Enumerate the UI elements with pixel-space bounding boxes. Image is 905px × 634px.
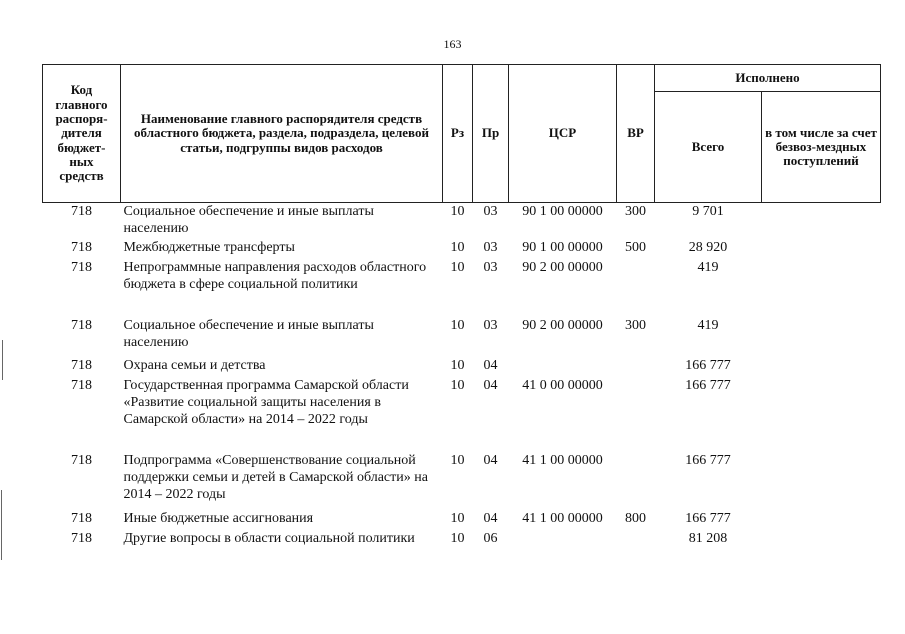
cell-name: Другие вопросы в области социальной политики xyxy=(123,531,415,546)
cell-rz: 10 xyxy=(450,358,465,373)
cell-code: 718 xyxy=(71,240,92,255)
cell-pr: 06 xyxy=(483,531,498,546)
cell-pr: 03 xyxy=(483,240,498,255)
cell-rz: 10 xyxy=(450,204,465,219)
cell-total: 166 777 xyxy=(685,378,731,393)
header-name: Наименование главного распорядителя средств областного бюджета, раздела, подраздела, целевой статьи, подгруппы видов расходов xyxy=(121,65,443,203)
cell-total: 28 920 xyxy=(688,240,728,255)
cell-name: Социальное обеспечение и иные выплаты населению xyxy=(123,204,374,236)
cell-vr xyxy=(617,377,655,452)
page-number: 163 xyxy=(443,37,462,51)
cell-vr xyxy=(617,259,655,317)
cell-gratuitous xyxy=(762,259,881,317)
header-pr: Пр xyxy=(473,65,509,203)
cell-code: 718 xyxy=(71,378,92,393)
cell-pr: 04 xyxy=(483,511,498,526)
cell-vr xyxy=(617,530,655,566)
cell-vr: 300 xyxy=(625,204,646,219)
cell-name: Социальное обеспечение и иные выплаты населению xyxy=(123,318,374,350)
table-row xyxy=(43,377,881,452)
table-row xyxy=(43,510,881,530)
cell-pr: 03 xyxy=(483,204,498,219)
cell-pr: 04 xyxy=(483,378,498,393)
cell-rz: 10 xyxy=(450,318,465,333)
cell-vr: 300 xyxy=(625,318,646,333)
cell-code: 718 xyxy=(71,511,92,526)
cell-csr: 90 1 00 00000 xyxy=(522,204,603,219)
table-row xyxy=(43,452,881,510)
cell-name: Охрана семьи и детства xyxy=(123,358,266,373)
cell-vr: 500 xyxy=(625,240,646,255)
cell-gratuitous xyxy=(762,377,881,452)
cell-name: Межбюджетные трансферты xyxy=(123,240,295,255)
table-header xyxy=(43,65,881,203)
cell-name: Подпрограмма «Совершенствование социальной поддержки семьи и детей в Самарской области» на 2014 – 2022 годы xyxy=(123,453,428,502)
cell-pr: 03 xyxy=(483,318,498,333)
scan-edge-marks xyxy=(0,340,6,570)
cell-total: 81 208 xyxy=(688,531,728,546)
cell-gratuitous xyxy=(762,530,881,566)
cell-rz: 10 xyxy=(450,531,465,546)
cell-rz: 10 xyxy=(450,378,465,393)
cell-pr: 03 xyxy=(483,260,498,275)
table-row xyxy=(43,530,881,566)
header-code: Код главного распоря-дителя бюджет-ных средств xyxy=(43,65,121,203)
cell-code: 718 xyxy=(71,260,92,275)
cell-code: 718 xyxy=(71,318,92,333)
cell-vr xyxy=(617,452,655,510)
cell-name: Иные бюджетные ассигнования xyxy=(123,511,314,526)
cell-pr: 04 xyxy=(483,358,498,373)
cell-total: 166 777 xyxy=(685,358,731,373)
cell-total: 9 701 xyxy=(692,204,724,219)
cell-vr: 800 xyxy=(625,511,646,526)
cell-code: 718 xyxy=(71,358,92,373)
table-row xyxy=(43,259,881,317)
header-gratuitous: в том числе за счет безвоз-мездных поступлений xyxy=(762,92,881,203)
cell-rz: 10 xyxy=(450,511,465,526)
cell-name: Непрограммные направления расходов областного бюджета в сфере социальной политики xyxy=(123,260,427,292)
budget-table xyxy=(42,64,881,566)
cell-csr xyxy=(509,357,617,377)
cell-rz: 10 xyxy=(450,240,465,255)
cell-total: 419 xyxy=(697,318,719,333)
header-executed: Исполнено xyxy=(655,65,881,92)
table-row xyxy=(43,317,881,357)
cell-code: 718 xyxy=(71,531,92,546)
header-rz: Рз xyxy=(443,65,473,203)
table-row xyxy=(43,357,881,377)
cell-csr: 90 2 00 00000 xyxy=(522,318,603,333)
cell-code: 718 xyxy=(71,204,92,219)
table-row xyxy=(43,203,881,240)
table-body xyxy=(43,203,881,567)
cell-gratuitous xyxy=(762,452,881,510)
cell-gratuitous xyxy=(762,239,881,259)
cell-gratuitous xyxy=(762,203,881,240)
cell-csr xyxy=(509,530,617,566)
cell-rz: 10 xyxy=(450,260,465,275)
cell-vr xyxy=(617,357,655,377)
cell-csr: 41 1 00 00000 xyxy=(522,453,603,468)
header-csr: ЦСР xyxy=(509,65,617,203)
cell-csr: 41 0 00 00000 xyxy=(522,378,603,393)
cell-gratuitous xyxy=(762,357,881,377)
cell-total: 419 xyxy=(697,260,719,275)
cell-csr: 41 1 00 00000 xyxy=(522,511,603,526)
cell-name: Государственная программа Самарской области «Развитие социальной защиты населения в Самарской области» на 2014 – 2022 годы xyxy=(123,378,409,427)
header-total: Всего xyxy=(655,92,762,203)
cell-code: 718 xyxy=(71,453,92,468)
cell-gratuitous xyxy=(762,317,881,357)
table-row xyxy=(43,239,881,259)
cell-pr: 04 xyxy=(483,453,498,468)
cell-csr: 90 2 00 00000 xyxy=(522,260,603,275)
cell-csr: 90 1 00 00000 xyxy=(522,240,603,255)
cell-gratuitous xyxy=(762,510,881,530)
cell-rz: 10 xyxy=(450,453,465,468)
cell-total: 166 777 xyxy=(685,453,731,468)
header-vr: ВР xyxy=(617,65,655,203)
cell-total: 166 777 xyxy=(685,511,731,526)
